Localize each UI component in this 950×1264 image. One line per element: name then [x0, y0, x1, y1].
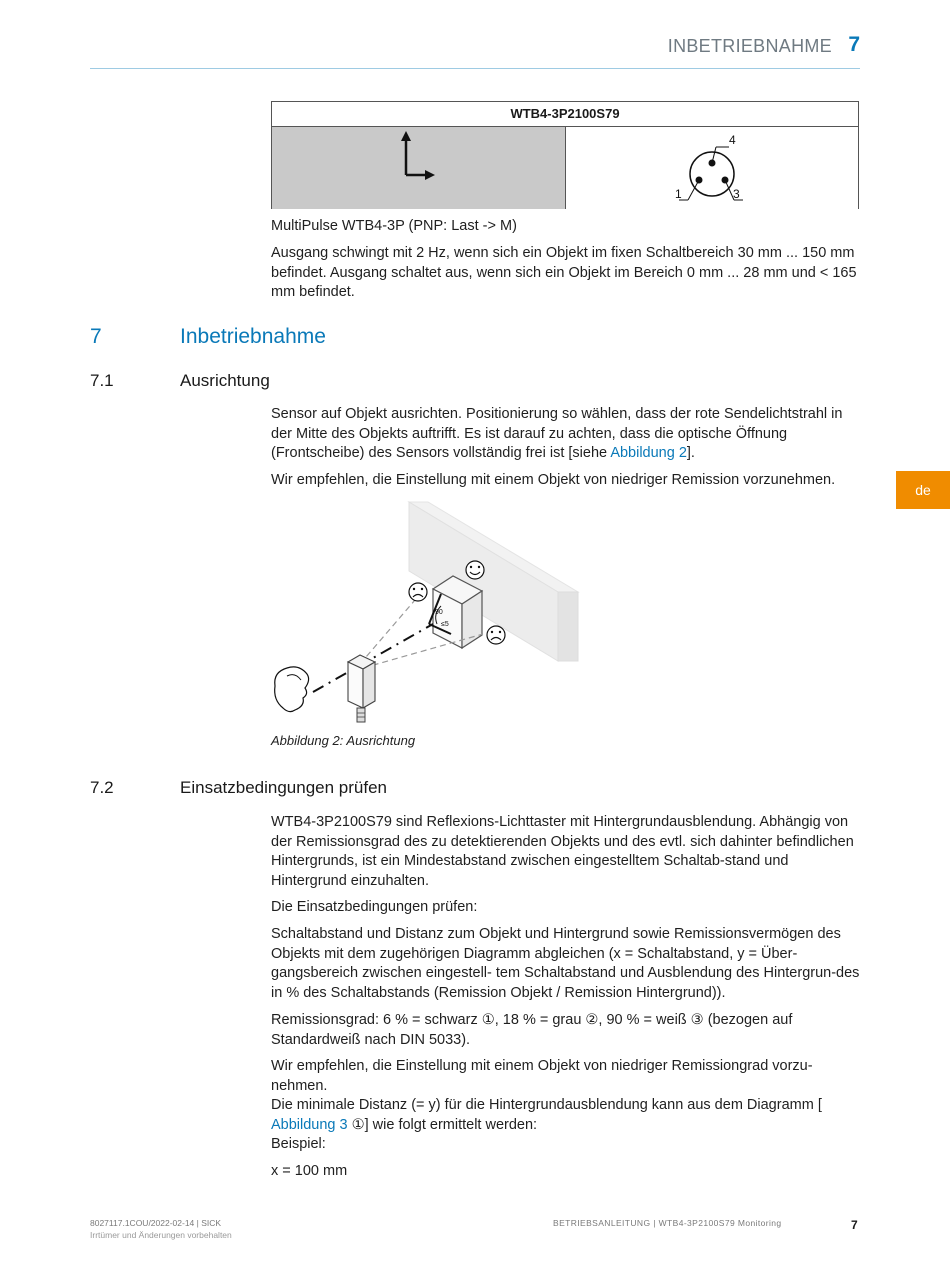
- happy-face-icon: [466, 561, 484, 579]
- section-7-1-number: 7.1: [90, 371, 114, 390]
- application-paragraph-6: [271, 1096, 861, 1135]
- alignment-text-end: ].: [686, 445, 695, 461]
- pin-4-label: 4: [729, 133, 736, 147]
- recommendation-paragraph: Wir empfehlen, die Einstellung mit einem Objekt von niedriger Remission vorzunehmen.: [271, 472, 836, 488]
- example-value: x = 100 mm: [271, 1163, 348, 1179]
- running-header-title: INBETRIEBNAHME: [667, 36, 832, 56]
- angle-label-90: 90: [435, 609, 443, 616]
- connector-pinout-icon: [566, 127, 858, 209]
- output-arrow-icon: [272, 127, 565, 209]
- connection-table: [271, 101, 859, 209]
- alignment-text: Sensor auf Objekt ausrichten. Positionierung so wählen, dass der rote Sendelichtstrahl in der Mitte des Objekts auftrifft. Es ist darauf zu achten, dass die optische Öffnung (Frontscheibe) des Sensors vollständig frei ist [siehe: [271, 406, 843, 461]
- distance-text: Die minimale Distanz (= y) für die Hintergrundausblendung kann aus dem Diagramm [: [271, 1097, 822, 1113]
- application-paragraph-2: Die Einsatzbedingungen prüfen:: [271, 899, 478, 915]
- sad-face-icon-2: [487, 626, 505, 644]
- language-tab[interactable]: de: [896, 471, 950, 509]
- pin-1-label: 1: [675, 187, 682, 201]
- angle-label-5: ≤5: [441, 621, 449, 628]
- example-label: Beispiel:: [271, 1136, 326, 1152]
- sad-face-icon: [409, 583, 427, 601]
- alignment-figure: [265, 496, 595, 732]
- section-7-2-title: Einsatzbedingungen prüfen: [180, 778, 387, 797]
- header-divider: [90, 68, 860, 69]
- section-7-2-number: 7.2: [90, 778, 114, 797]
- alignment-paragraph: [271, 405, 861, 464]
- application-paragraph-3: Schaltabstand und Distanz zum Objekt und Hintergrund sowie Remissionsvermögen des Objekts mit dem zugehörigen Diagramm abgleichen (x = Schaltabstand, y = Über-gangsbereich zwischen eingestell- tem Schaltabstand und Ausblendung des Hintergrun-des in % des Schaltabstands (Remission Objekt / Remission Hintergrund)).: [271, 926, 860, 1001]
- application-paragraph-4: Remissionsgrad: 6 % = schwarz ①, 18 % = grau ②, 90 % = weiß ③ (bezogen auf Standardweiß nach DIN 5033).: [271, 1012, 793, 1048]
- output-symbol-cell: [272, 127, 566, 209]
- connection-table-title: WTB4-3P2100S79: [272, 102, 858, 127]
- connection-caption: MultiPulse WTB4-3P (PNP: Last -> M): [271, 218, 517, 234]
- running-header-chapter: 7: [848, 33, 860, 56]
- section-7-number: 7: [90, 325, 102, 348]
- footer-notice: Irrtümer und Änderungen vorbehalten: [90, 1230, 232, 1240]
- figure-3-link[interactable]: Abbildung 3: [271, 1116, 348, 1133]
- figure-2-link[interactable]: Abbildung 2: [610, 445, 687, 461]
- page-number: 7: [851, 1218, 858, 1232]
- application-paragraph-1: WTB4-3P2100S79 sind Reflexions-Lichttaster mit Hintergrundausblendung. Abhängig von der Remissionsgrad des zu detektierenden Objekts und des evtl. sich dahinter befindlichen Hintergrunds, ist ein Mindestabstand zwischen eingestelltem Schaltab-stand und Hintergrund einzuhalten.: [271, 814, 854, 889]
- application-paragraph-5: Wir empfehlen, die Einstellung mit einem Objekt von niedriger Remissiongrad vorzu-nehmen.: [271, 1058, 813, 1094]
- footer-doc-id: 8027117.1COU/2022-02-14 | SICK: [90, 1218, 222, 1228]
- distance-text-end: ①] wie folgt ermittelt werden:: [347, 1116, 538, 1133]
- section-7-title: Inbetriebnahme: [180, 325, 326, 348]
- connector-pinout-cell: [566, 127, 858, 209]
- figure-2-caption: Abbildung 2: Ausrichtung: [271, 733, 416, 748]
- output-description: Ausgang schwingt mit 2 Hz, wenn sich ein Objekt im fixen Schaltbereich 30 mm ... 150 mm befindet. Ausgang schaltet aus, wenn sich ein Objekt im Bereich 0 mm ... 28 mm und < 165 mm befindet.: [271, 245, 857, 300]
- footer-document-title: BETRIEBSANLEITUNG | WTB4-3P2100S79 Monitoring: [553, 1218, 782, 1228]
- section-7-1-title: Ausrichtung: [180, 371, 270, 390]
- pin-3-label: 3: [733, 187, 740, 201]
